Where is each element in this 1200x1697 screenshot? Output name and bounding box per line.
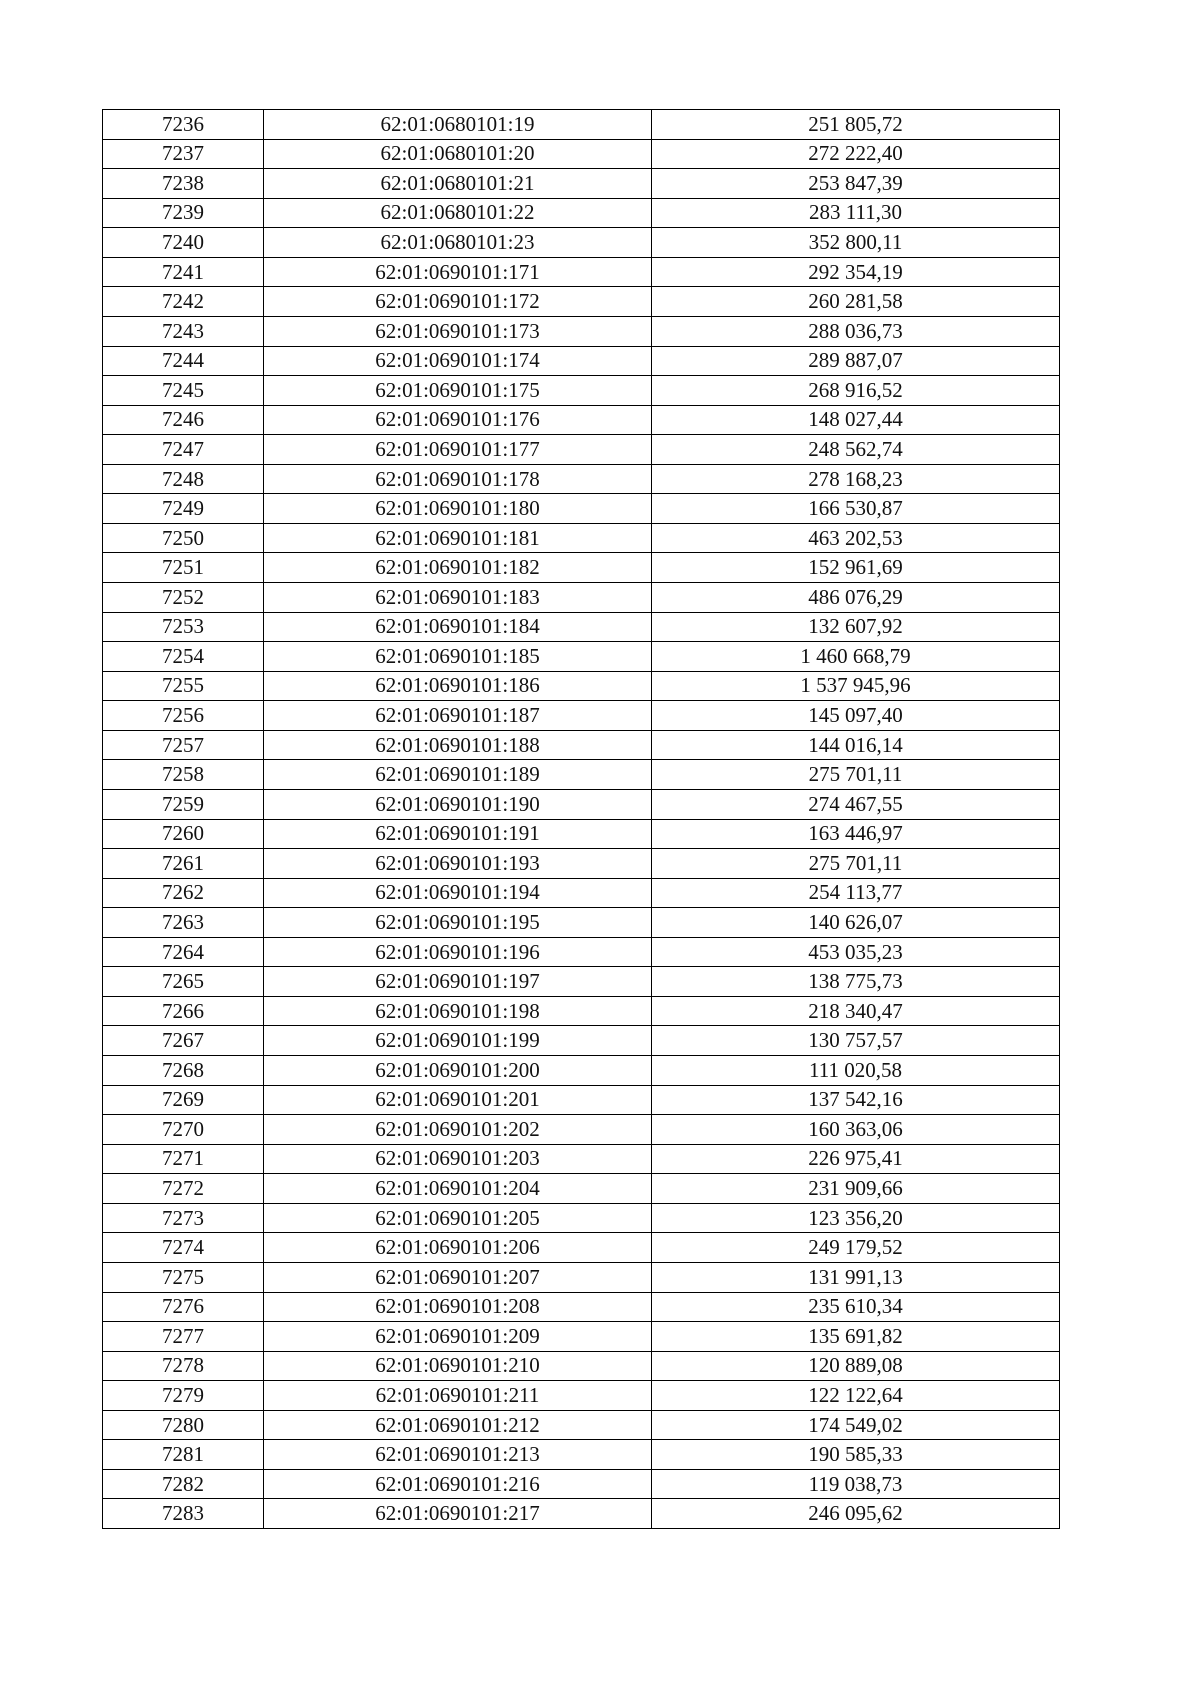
- cadastral-value-cell: 122 122,64: [652, 1381, 1060, 1411]
- cadastral-number-cell: 62:01:0690101:191: [264, 819, 652, 849]
- cadastral-number-cell: 62:01:0690101:208: [264, 1292, 652, 1322]
- cadastral-value-cell: 248 562,74: [652, 435, 1060, 465]
- row-number-cell: 7275: [103, 1262, 264, 1292]
- row-number-cell: 7268: [103, 1056, 264, 1086]
- row-number-cell: 7274: [103, 1233, 264, 1263]
- cadastral-value-cell: 249 179,52: [652, 1233, 1060, 1263]
- cadastral-value-cell: 132 607,92: [652, 612, 1060, 642]
- table-row: [103, 346, 1060, 376]
- cadastral-number-cell: 62:01:0690101:173: [264, 316, 652, 346]
- row-number-cell: 7246: [103, 405, 264, 435]
- cadastral-value-cell: 119 038,73: [652, 1469, 1060, 1499]
- table-row: [103, 464, 1060, 494]
- cadastral-value-cell: 148 027,44: [652, 405, 1060, 435]
- row-number-cell: 7257: [103, 730, 264, 760]
- cadastral-value-cell: 218 340,47: [652, 996, 1060, 1026]
- table-row: [103, 139, 1060, 169]
- row-number-cell: 7240: [103, 228, 264, 258]
- cadastral-number-cell: 62:01:0690101:201: [264, 1085, 652, 1115]
- cadastral-value-cell: 166 530,87: [652, 494, 1060, 524]
- table-body: [103, 110, 1060, 1529]
- row-number-cell: 7267: [103, 1026, 264, 1056]
- table-row: [103, 1410, 1060, 1440]
- cadastral-number-cell: 62:01:0690101:176: [264, 405, 652, 435]
- cadastral-number-cell: 62:01:0690101:210: [264, 1351, 652, 1381]
- row-number-cell: 7241: [103, 257, 264, 287]
- table-row: [103, 819, 1060, 849]
- cadastral-value-cell: 226 975,41: [652, 1144, 1060, 1174]
- row-number-cell: 7279: [103, 1381, 264, 1411]
- table-row: [103, 908, 1060, 938]
- table-row: [103, 1469, 1060, 1499]
- table-row: [103, 435, 1060, 465]
- table-row: [103, 642, 1060, 672]
- table-row: [103, 1322, 1060, 1352]
- row-number-cell: 7239: [103, 198, 264, 228]
- row-number-cell: 7280: [103, 1410, 264, 1440]
- table-row: [103, 287, 1060, 317]
- cadastral-value-cell: 160 363,06: [652, 1115, 1060, 1145]
- cadastral-number-cell: 62:01:0690101:200: [264, 1056, 652, 1086]
- cadastral-value-cell: 145 097,40: [652, 701, 1060, 731]
- table-row: [103, 583, 1060, 613]
- table-row: [103, 1115, 1060, 1145]
- cadastral-number-cell: 62:01:0690101:172: [264, 287, 652, 317]
- cadastral-value-cell: 274 467,55: [652, 789, 1060, 819]
- cadastral-number-cell: 62:01:0690101:184: [264, 612, 652, 642]
- cadastral-value-cell: 1 460 668,79: [652, 642, 1060, 672]
- table-row: [103, 1056, 1060, 1086]
- cadastral-value-cell: 137 542,16: [652, 1085, 1060, 1115]
- cadastral-number-cell: 62:01:0690101:206: [264, 1233, 652, 1263]
- cadastral-number-cell: 62:01:0690101:186: [264, 671, 652, 701]
- cadastral-number-cell: 62:01:0690101:175: [264, 376, 652, 406]
- cadastral-number-cell: 62:01:0690101:185: [264, 642, 652, 672]
- row-number-cell: 7255: [103, 671, 264, 701]
- cadastral-number-cell: 62:01:0690101:181: [264, 523, 652, 553]
- cadastral-value-cell: 283 111,30: [652, 198, 1060, 228]
- row-number-cell: 7258: [103, 760, 264, 790]
- table-row: [103, 1233, 1060, 1263]
- table-row: [103, 1026, 1060, 1056]
- cadastral-value-cell: 275 701,11: [652, 760, 1060, 790]
- table-row: [103, 760, 1060, 790]
- row-number-cell: 7242: [103, 287, 264, 317]
- cadastral-number-cell: 62:01:0690101:216: [264, 1469, 652, 1499]
- table-row: [103, 878, 1060, 908]
- cadastral-value-cell: 120 889,08: [652, 1351, 1060, 1381]
- row-number-cell: 7236: [103, 110, 264, 140]
- table-row: [103, 316, 1060, 346]
- cadastral-value-cell: 152 961,69: [652, 553, 1060, 583]
- cadastral-number-cell: 62:01:0690101:190: [264, 789, 652, 819]
- cadastral-number-cell: 62:01:0680101:22: [264, 198, 652, 228]
- cadastral-number-cell: 62:01:0690101:177: [264, 435, 652, 465]
- row-number-cell: 7276: [103, 1292, 264, 1322]
- table-row: [103, 1440, 1060, 1470]
- cadastral-value-cell: 268 916,52: [652, 376, 1060, 406]
- cadastral-value-cell: 135 691,82: [652, 1322, 1060, 1352]
- cadastral-value-cell: 260 281,58: [652, 287, 1060, 317]
- cadastral-value-cell: 235 610,34: [652, 1292, 1060, 1322]
- cadastral-number-cell: 62:01:0690101:213: [264, 1440, 652, 1470]
- row-number-cell: 7262: [103, 878, 264, 908]
- cadastral-value-cell: 486 076,29: [652, 583, 1060, 613]
- row-number-cell: 7237: [103, 139, 264, 169]
- cadastral-number-cell: 62:01:0690101:171: [264, 257, 652, 287]
- cadastral-number-cell: 62:01:0680101:21: [264, 169, 652, 199]
- cadastral-number-cell: 62:01:0690101:209: [264, 1322, 652, 1352]
- cadastral-number-cell: 62:01:0690101:217: [264, 1499, 652, 1529]
- cadastral-number-cell: 62:01:0690101:194: [264, 878, 652, 908]
- table-row: [103, 1292, 1060, 1322]
- table-row: [103, 169, 1060, 199]
- table-row: [103, 612, 1060, 642]
- table-row: [103, 1085, 1060, 1115]
- table-row: [103, 1381, 1060, 1411]
- table-row: [103, 671, 1060, 701]
- table-row: [103, 376, 1060, 406]
- cadastral-number-cell: 62:01:0690101:212: [264, 1410, 652, 1440]
- cadastral-value-cell: 275 701,11: [652, 849, 1060, 879]
- table-row: [103, 1174, 1060, 1204]
- cadastral-number-cell: 62:01:0680101:20: [264, 139, 652, 169]
- table-row: [103, 730, 1060, 760]
- table-row: [103, 1351, 1060, 1381]
- row-number-cell: 7243: [103, 316, 264, 346]
- row-number-cell: 7281: [103, 1440, 264, 1470]
- cadastral-value-cell: 289 887,07: [652, 346, 1060, 376]
- cadastral-value-cell: 463 202,53: [652, 523, 1060, 553]
- row-number-cell: 7248: [103, 464, 264, 494]
- cadastral-number-cell: 62:01:0690101:180: [264, 494, 652, 524]
- cadastral-number-cell: 62:01:0690101:183: [264, 583, 652, 613]
- table-row: [103, 789, 1060, 819]
- cadastral-value-cell: 174 549,02: [652, 1410, 1060, 1440]
- cadastral-value-cell: 111 020,58: [652, 1056, 1060, 1086]
- row-number-cell: 7251: [103, 553, 264, 583]
- cadastral-value-cell: 130 757,57: [652, 1026, 1060, 1056]
- row-number-cell: 7245: [103, 376, 264, 406]
- row-number-cell: 7244: [103, 346, 264, 376]
- row-number-cell: 7259: [103, 789, 264, 819]
- cadastral-value-cell: 251 805,72: [652, 110, 1060, 140]
- cadastral-number-cell: 62:01:0690101:174: [264, 346, 652, 376]
- cadastral-value-cell: 253 847,39: [652, 169, 1060, 199]
- table-row: [103, 1144, 1060, 1174]
- cadastral-number-cell: 62:01:0690101:196: [264, 937, 652, 967]
- cadastral-number-cell: 62:01:0690101:211: [264, 1381, 652, 1411]
- row-number-cell: 7254: [103, 642, 264, 672]
- row-number-cell: 7278: [103, 1351, 264, 1381]
- table-row: [103, 1499, 1060, 1529]
- cadastral-value-cell: 144 016,14: [652, 730, 1060, 760]
- cadastral-value-cell: 1 537 945,96: [652, 671, 1060, 701]
- cadastral-number-cell: 62:01:0690101:204: [264, 1174, 652, 1204]
- cadastral-value-cell: 163 446,97: [652, 819, 1060, 849]
- cadastral-value-cell: 246 095,62: [652, 1499, 1060, 1529]
- cadastral-number-cell: 62:01:0680101:23: [264, 228, 652, 258]
- cadastral-value-cell: 138 775,73: [652, 967, 1060, 997]
- cadastral-number-cell: 62:01:0680101:19: [264, 110, 652, 140]
- table-row: [103, 405, 1060, 435]
- table-row: [103, 257, 1060, 287]
- cadastral-number-cell: 62:01:0690101:198: [264, 996, 652, 1026]
- cadastral-number-cell: 62:01:0690101:199: [264, 1026, 652, 1056]
- row-number-cell: 7282: [103, 1469, 264, 1499]
- row-number-cell: 7238: [103, 169, 264, 199]
- cadastral-number-cell: 62:01:0690101:189: [264, 760, 652, 790]
- row-number-cell: 7252: [103, 583, 264, 613]
- cadastral-value-cell: 254 113,77: [652, 878, 1060, 908]
- row-number-cell: 7247: [103, 435, 264, 465]
- row-number-cell: 7264: [103, 937, 264, 967]
- row-number-cell: 7269: [103, 1085, 264, 1115]
- cadastral-value-cell: 190 585,33: [652, 1440, 1060, 1470]
- cadastral-number-cell: 62:01:0690101:205: [264, 1203, 652, 1233]
- row-number-cell: 7272: [103, 1174, 264, 1204]
- cadastral-number-cell: 62:01:0690101:202: [264, 1115, 652, 1145]
- table-row: [103, 494, 1060, 524]
- row-number-cell: 7265: [103, 967, 264, 997]
- cadastral-value-cell: 288 036,73: [652, 316, 1060, 346]
- table-row: [103, 996, 1060, 1026]
- row-number-cell: 7271: [103, 1144, 264, 1174]
- table-row: [103, 701, 1060, 731]
- cadastral-number-cell: 62:01:0690101:197: [264, 967, 652, 997]
- cadastral-value-cell: 123 356,20: [652, 1203, 1060, 1233]
- cadastral-value-cell: 131 991,13: [652, 1262, 1060, 1292]
- cadastral-value-cell: 292 354,19: [652, 257, 1060, 287]
- table-row: [103, 110, 1060, 140]
- row-number-cell: 7270: [103, 1115, 264, 1145]
- cadastral-value-cell: 140 626,07: [652, 908, 1060, 938]
- cadastral-number-cell: 62:01:0690101:182: [264, 553, 652, 583]
- cadastral-value-cell: 278 168,23: [652, 464, 1060, 494]
- row-number-cell: 7283: [103, 1499, 264, 1529]
- cadastral-value-cell: 352 800,11: [652, 228, 1060, 258]
- cadastral-value-cell: 231 909,66: [652, 1174, 1060, 1204]
- cadastral-number-cell: 62:01:0690101:193: [264, 849, 652, 879]
- table-row: [103, 967, 1060, 997]
- table-row: [103, 523, 1060, 553]
- row-number-cell: 7256: [103, 701, 264, 731]
- table-row: [103, 1262, 1060, 1292]
- cadastral-number-cell: 62:01:0690101:207: [264, 1262, 652, 1292]
- cadastral-number-cell: 62:01:0690101:178: [264, 464, 652, 494]
- table-row: [103, 1203, 1060, 1233]
- cadastral-number-cell: 62:01:0690101:203: [264, 1144, 652, 1174]
- cadastral-value-table: [102, 109, 1060, 1529]
- row-number-cell: 7277: [103, 1322, 264, 1352]
- table-row: [103, 937, 1060, 967]
- row-number-cell: 7260: [103, 819, 264, 849]
- row-number-cell: 7273: [103, 1203, 264, 1233]
- row-number-cell: 7250: [103, 523, 264, 553]
- row-number-cell: 7261: [103, 849, 264, 879]
- cadastral-value-cell: 453 035,23: [652, 937, 1060, 967]
- table-row: [103, 553, 1060, 583]
- table-row: [103, 198, 1060, 228]
- row-number-cell: 7253: [103, 612, 264, 642]
- table-row: [103, 228, 1060, 258]
- cadastral-value-cell: 272 222,40: [652, 139, 1060, 169]
- cadastral-number-cell: 62:01:0690101:187: [264, 701, 652, 731]
- row-number-cell: 7263: [103, 908, 264, 938]
- table-row: [103, 849, 1060, 879]
- row-number-cell: 7249: [103, 494, 264, 524]
- row-number-cell: 7266: [103, 996, 264, 1026]
- cadastral-number-cell: 62:01:0690101:195: [264, 908, 652, 938]
- cadastral-number-cell: 62:01:0690101:188: [264, 730, 652, 760]
